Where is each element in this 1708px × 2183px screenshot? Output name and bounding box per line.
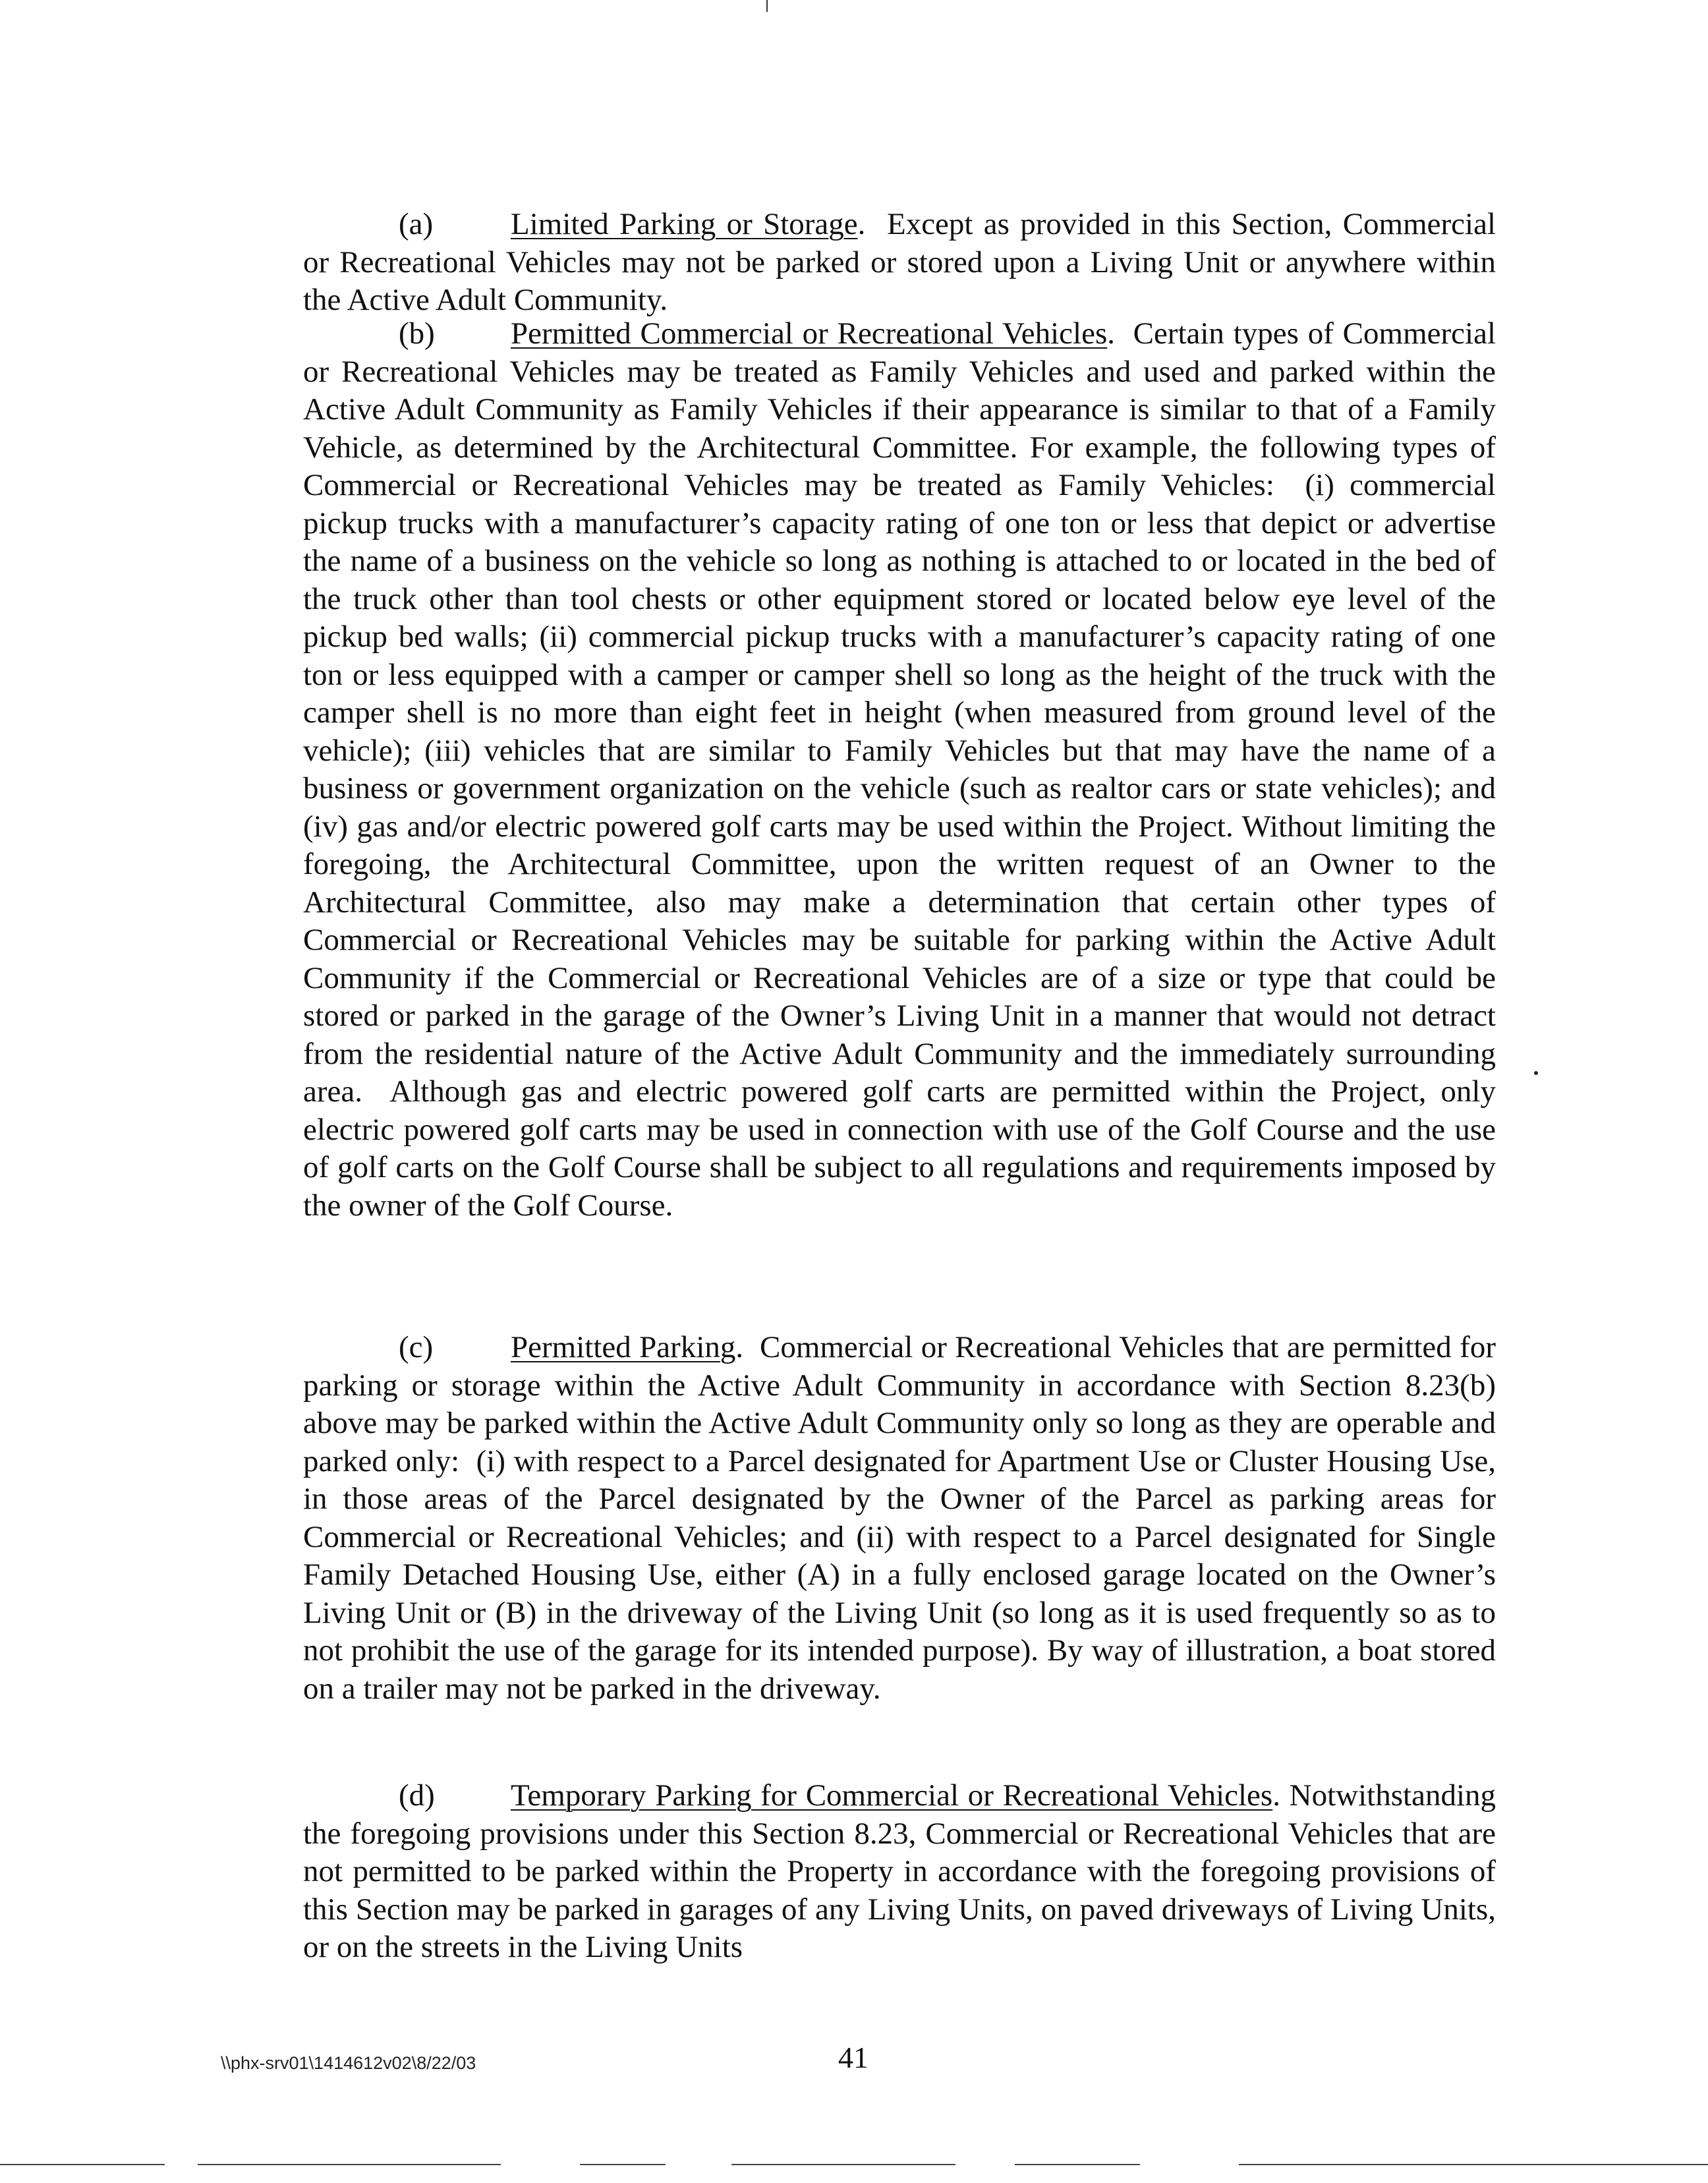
paragraph-c-heading: Permitted Parking (511, 1330, 736, 1364)
paragraph-b (303, 315, 1504, 1225)
paragraph-d-label: (d) (399, 1778, 435, 1813)
scan-edge-line (198, 2164, 501, 2165)
scan-mark-top (766, 0, 768, 12)
paragraph-d-body: Notwithstanding the foregoing provisions under this Section 8.23, Commercial or Recreational Vehicles that are not permitted to be parked within the Property in accordance with the foregoing provisions of this Section may be parked in garages of any Living Units, on paved driveways of Living Units, or on the streets in the Living Units (303, 1778, 1504, 1964)
paragraph-d (303, 1777, 1504, 1967)
paragraph-c-heading-punct: . (735, 1330, 744, 1364)
scan-edge-line (731, 2164, 955, 2165)
paragraph-d-heading-punct: . (1272, 1778, 1280, 1813)
scan-edge-line (1239, 2164, 1708, 2165)
footer-file-reference: \\phx-srv01\1414612v02\8/22/03 (221, 2053, 476, 2073)
scan-edge-line (1015, 2164, 1140, 2165)
scan-edge-line (0, 2164, 165, 2165)
paragraph-a-body: Except as provided in this Section, Commercial or Recreational Vehicles may not be parked or stored upon a Living Unit or anywhere within the Active Adult Community. (303, 207, 1504, 317)
paragraph-a-label: (a) (399, 207, 434, 241)
paragraph-b-body: Certain types of Commercial or Recreational Vehicles may be treated as Family Vehicles and used and parked within the Active Adult Community as Family Vehicles if their appearance is similar to that of a Family Vehicle, as determined by the Architectural Committee. For example, the following types of Commercial or Recreational Vehicles may be treated as Family Vehicles: (i) commercial pickup trucks with a manufacturer’s capacity rating of one ton or less that depict or advertise the name of a business on the vehicle so long as nothing is attached to or located in the bed of the truck other than tool chests or other equipment stored or located below eye level of the pickup bed walls; (ii) commercial pickup trucks with a manufacturer’s capacity rating of one ton or less equipped with a camper or camper shell so long as the height of the truck with the camper shell is no more than eight feet in height (when measured from ground level of the vehicle); (iii) vehicles that are similar to Family Vehicles but that may have the name of a business or government organization on the vehicle (such as realtor cars or state vehicles); and (iv) gas and/or electric powered golf carts may be used within the Project. Without limiting the foregoing, the Architectural Committee, upon the written request of an Owner to the Architectural Committee, also may make a determination that certain other types of Commercial or Recreational Vehicles may be suitable for parking within the Active Adult Community if the Commercial or Recreational Vehicles are of a size or type that could be stored or parked in the garage of the Owner’s Living Unit in a manner that would not detract from the residential nature of the Active Adult Community and the immediately surrounding area. Although gas and electric powered golf carts are permitted within the Project, only electric powered golf carts may be used in connection with use of the Golf Course and the use of golf carts on the Golf Course shall be subject to all regulations and requirements imposed by the owner of the Golf Course. (303, 316, 1504, 1223)
paragraph-b-heading-punct: . (1107, 316, 1115, 351)
page-number: 41 (838, 2041, 868, 2074)
scan-speck (1534, 1071, 1538, 1075)
paragraph-b-label: (b) (399, 316, 435, 351)
paragraph-a-heading-punct: . (857, 207, 866, 241)
paragraph-b-heading: Permitted Commercial or Recreational Vehicles (511, 316, 1108, 351)
paragraph-a (303, 206, 1504, 320)
scan-edge-line (580, 2164, 666, 2165)
paragraph-d-heading: Temporary Parking for Commercial or Recreational Vehicles (511, 1778, 1273, 1813)
paragraph-a-heading: Limited Parking or Storage (511, 207, 858, 241)
paragraph-c-label: (c) (399, 1330, 434, 1364)
paragraph-c (303, 1329, 1504, 1708)
paragraph-c-body: Commercial or Recreational Vehicles that are permitted for parking or storage within the Active Adult Community in accordance with Section 8.23(b) above may be parked within the Active Adult Community only so long as they are operable and parked only: (i) with respect to a Parcel designated for Apartment Use or Cluster Housing Use, in those areas of the Parcel designated by the Owner of the Parcel as parking areas for Commercial or Recreational Vehicles; and (ii) with respect to a Parcel designated for Single Family Detached Housing Use, either (A) in a fully enclosed garage located on the Owner’s Living Unit or (B) in the driveway of the Living Unit (so long as it is used frequently so as to not prohibit the use of the garage for its intended purpose). By way of illustration, a boat stored on a trailer may not be parked in the driveway. (303, 1330, 1504, 1706)
